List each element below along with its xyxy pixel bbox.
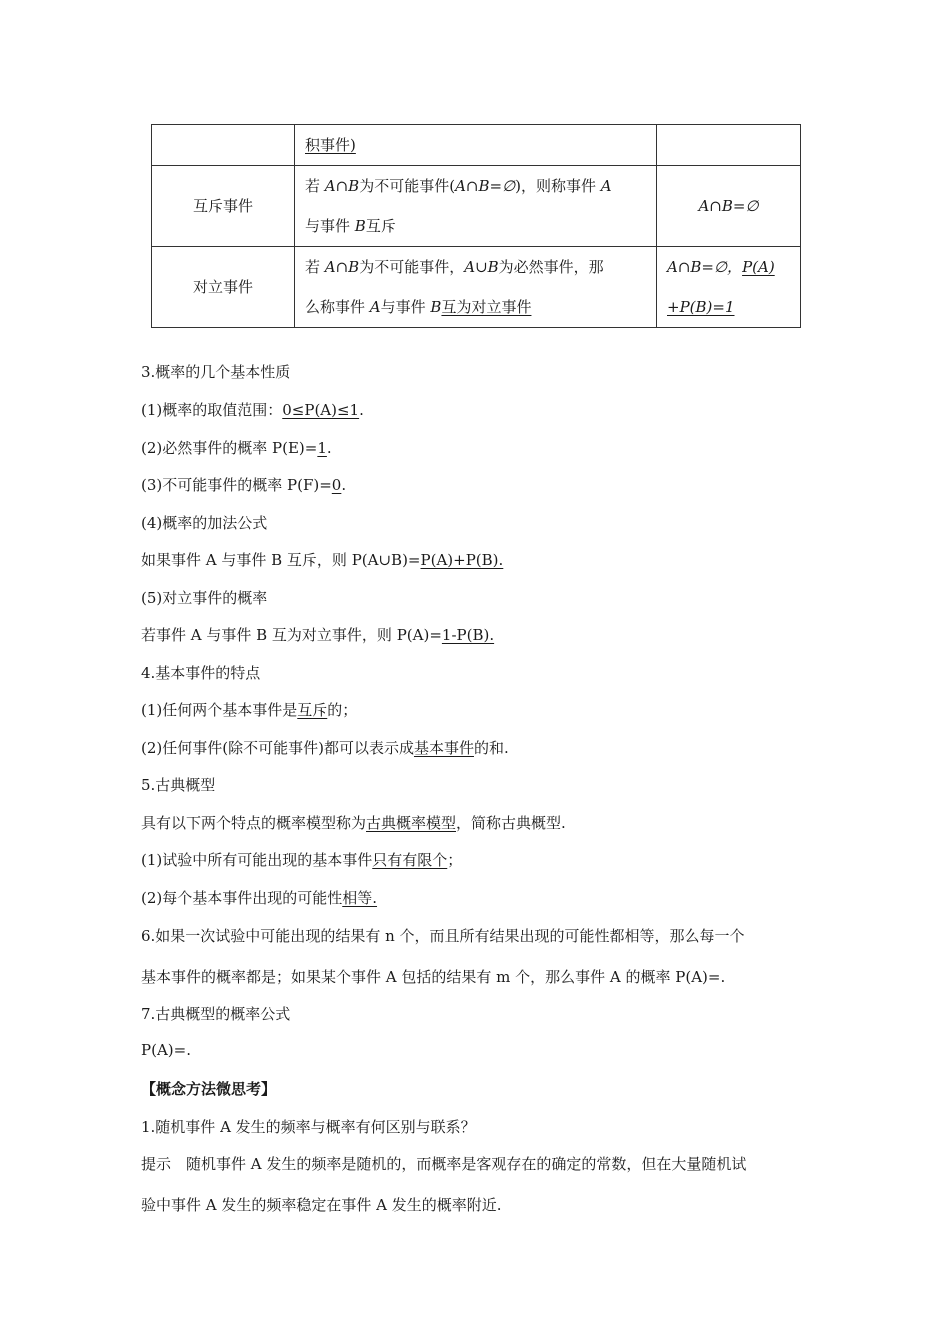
desc-text: 为不可能事件( <box>359 177 456 195</box>
desc-text: 与事件 <box>305 217 355 235</box>
desc-math: A∩B=∅ <box>455 177 516 195</box>
desc-text: 若 <box>305 177 325 195</box>
desc-underlined: 互为对立事件 <box>441 298 532 316</box>
table-cell-desc <box>295 166 657 247</box>
text-line: P(A)=. <box>141 1041 191 1059</box>
desc-math: B <box>430 298 442 316</box>
text-line: (3)不可能事件的概率 P(F)=0. <box>141 476 347 494</box>
symbol-text: A∩B=∅ <box>698 197 759 215</box>
desc-text: 么称事件 <box>305 298 370 316</box>
text-line: (1)试验中所有可能出现的基本事件只有有限个； <box>141 851 463 869</box>
desc-math: B <box>354 217 366 235</box>
section-heading: 7.古典概型的概率公式 <box>141 1005 291 1023</box>
desc-text: 积事件) <box>305 136 356 154</box>
desc-text: 为不可能事件， <box>359 258 465 276</box>
text-line: 具有以下两个特点的概率模型称为古典概率模型，简称古典概型. <box>141 814 566 832</box>
table-cell-sym <box>657 125 801 166</box>
text-line: (4)概率的加法公式 <box>141 514 268 532</box>
table-row <box>152 125 801 166</box>
answer-line: 验中事件 A 发生的频率稳定在事件 A 发生的概率附近. <box>141 1196 502 1214</box>
event-relations-table <box>151 124 801 328</box>
section-heading: 5.古典概型 <box>141 776 216 794</box>
table-cell-desc <box>295 125 657 166</box>
section-heading: 3.概率的几个基本性质 <box>141 363 291 381</box>
text-line: 若事件 A 与事件 B 互为对立事件，则 P(A)=1-P(B). <box>141 626 495 644</box>
event-symbol <box>657 247 801 328</box>
desc-text: 与事件 <box>380 298 431 316</box>
desc-text: 为必然事件，那 <box>498 258 604 276</box>
text-line: (2)每个基本事件出现的可能性相等. <box>141 889 378 907</box>
table-row <box>152 247 801 328</box>
answer-line: 提示 随机事件 A 发生的频率是随机的，而概率是客观存在的确定的常数，但在大量随机试 <box>141 1155 747 1173</box>
desc-math: A <box>600 177 612 195</box>
text-line: 如果事件 A 与事件 B 互斥，则 P(A∪B)=P(A)+P(B). <box>141 551 504 569</box>
desc-math: A <box>369 298 381 316</box>
text-line: 基本事件的概率都是；如果某个事件 A 包括的结果有 m 个，那么事件 A 的概率 P(A)=. <box>141 968 726 986</box>
section-heading: 4.基本事件的特点 <box>141 664 261 682</box>
text-line: (5)对立事件的概率 <box>141 589 268 607</box>
event-name-mutually-exclusive: 互斥事件 <box>152 166 295 247</box>
section-heading: 【概念方法微思考】 <box>141 1080 277 1098</box>
event-name-complementary: 对立事件 <box>152 247 295 328</box>
symbol-underlined: P(A) <box>742 258 775 276</box>
event-symbol <box>657 166 801 247</box>
question-line: 1.随机事件 A 发生的频率与概率有何区别与联系？ <box>141 1118 476 1136</box>
desc-math: A∪B <box>464 258 499 276</box>
desc-math: A∩B <box>324 258 360 276</box>
table-cell-desc <box>295 247 657 328</box>
desc-text: 互斥 <box>365 217 396 235</box>
symbol-underlined: +P(B)=1 <box>667 298 735 316</box>
desc-text: 若 <box>305 258 325 276</box>
text-line: (2)任何事件(除不可能事件)都可以表示成基本事件的和. <box>141 739 509 757</box>
table-row <box>152 166 801 247</box>
desc-math: A∩B <box>324 177 360 195</box>
text-line: 6.如果一次试验中可能出现的结果有 n 个，而且所有结果出现的可能性都相等，那么每一个 <box>141 927 745 945</box>
table-cell-name <box>152 125 295 166</box>
symbol-text: A∩B=∅， <box>667 258 743 276</box>
desc-text: )，则称事件 <box>515 177 601 195</box>
text-line: (1)任何两个基本事件是互斥的； <box>141 701 358 719</box>
text-line: (2)必然事件的概率 P(E)=1. <box>141 439 332 457</box>
text-line: (1)概率的取值范围：0≤P(A)≤1. <box>141 401 364 419</box>
